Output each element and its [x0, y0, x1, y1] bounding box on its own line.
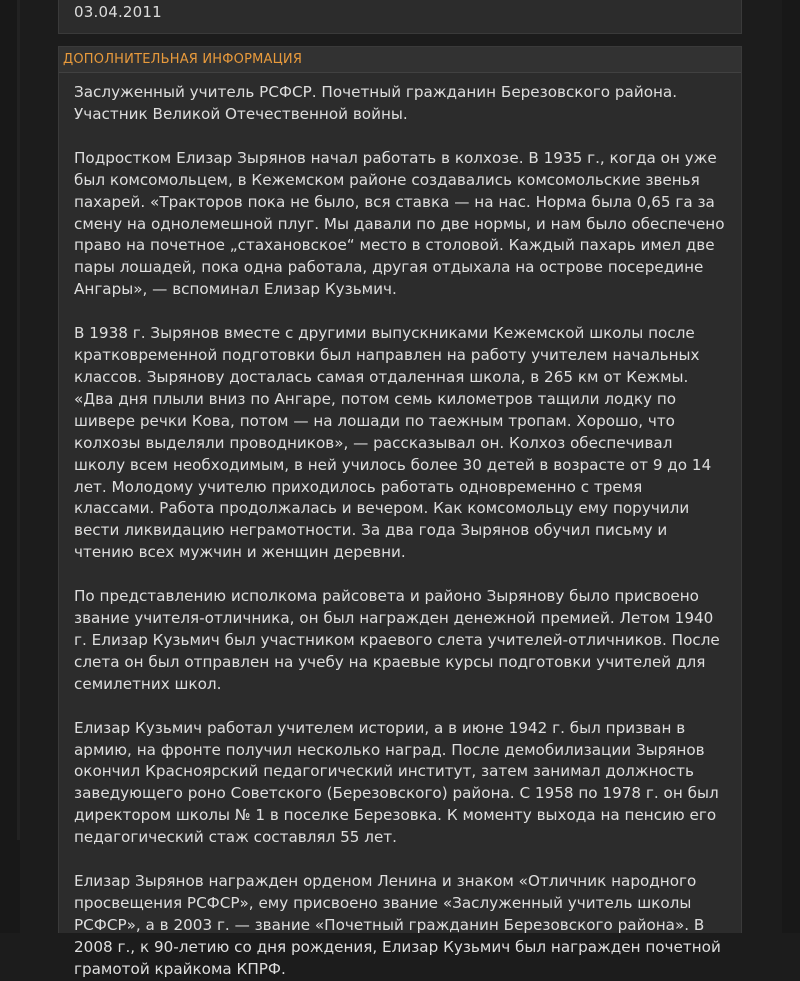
info-paragraph: Елизар Зырянов награжден орденом Ленина и знаком «Отличник народного просвещения РСФСР», ему присвоено звание «Заслуженный учитель школы РСФСР», а в 2003 г. — звание «Почетный гражданин Березовского района». В 2008 г., к 90-летию со дня рождения, Елизар Кузьмич был награжден почетной грамотой крайкома КПРФ.: [74, 872, 721, 978]
right-background-strip: [782, 0, 800, 933]
additional-info-panel: [58, 46, 742, 978]
left-background-strip: [0, 0, 20, 933]
additional-info-body: [59, 73, 741, 981]
info-paragraph: Елизар Кузьмич работал учителем истории, а в июне 1942 г. был призван в армию, на фронте получил несколько наград. После демобилизации Зырянов окончил Красноярский педагогический институт, затем занимал должность заведующего роно Советского (Березовского) района. С 1958 по 1978 г. он был директором школы № 1 в поселке Березовка. К моменту выхода на пенсию его педагогический стаж составлял 55 лет.: [74, 718, 719, 847]
additional-info-title: ДОПОЛНИТЕЛЬНАЯ ИНФОРМАЦИЯ: [63, 52, 303, 67]
date-panel: [58, 0, 742, 34]
info-paragraph: Заслуженный учитель РСФСР. Почетный гражданин Березовского района. Участник Великой Отечественной войны.: [74, 83, 678, 123]
info-paragraph: Подростком Елизар Зырянов начал работать в колхозе. В 1935 г., когда он уже был комсомольцем, в Кежемском районе создавались комсомольские звенья пахарей. «Тракторов пока не было, вся ставка — на нас. Норма была 0,65 га за смену на однолемешной плуг. Мы давали по две нормы, и нам было обеспечено право на почетное „стахановское“ место в столовой. Каждый пахарь имел две пары лошадей, пока одна работала, другая отдыхала на острове посередине Ангары», — вспоминал Елизар Кузьмич.: [74, 148, 725, 299]
additional-info-header: [59, 47, 741, 73]
date-value: 03.04.2011: [74, 3, 162, 21]
info-paragraph: В 1938 г. Зырянов вместе с другими выпускниками Кежемской школы после кратковременной подготовки был направлен на работу учителем начальных классов. Зырянову досталась самая отдаленная школа, в 265 км от Кежмы. «Два дня плыли вниз по Ангаре, потом семь километров тащили лодку по шивере речки Кова, потом — на лошади по таежным тропам. Хорошо, что колхозы выделяли проводников», — рассказывал он. Колхоз обеспечивал школу всем необходимым, в ней училось более 30 детей в возрасте от 9 до 14 лет. Молодому учителю приходилось работать одновременно с тремя классами. Работа продолжалась и вечером. Как комсомольцу ему поручили вести ликвидацию неграмотности. За два года Зырянов обучил письму и чтению всех мужчин и женщин деревни.: [74, 324, 712, 562]
info-paragraph: По представлению исполкома райсовета и районо Зырянову было присвоено звание учителя-отличника, он был награжден денежной премией. Летом 1940 г. Елизар Кузьмич был участником краевого слета учителей-отличников. После слета он был отправлен на учебу на краевые курсы подготовки учителей для семилетних школ.: [74, 587, 720, 693]
left-divider-line: [17, 0, 20, 840]
